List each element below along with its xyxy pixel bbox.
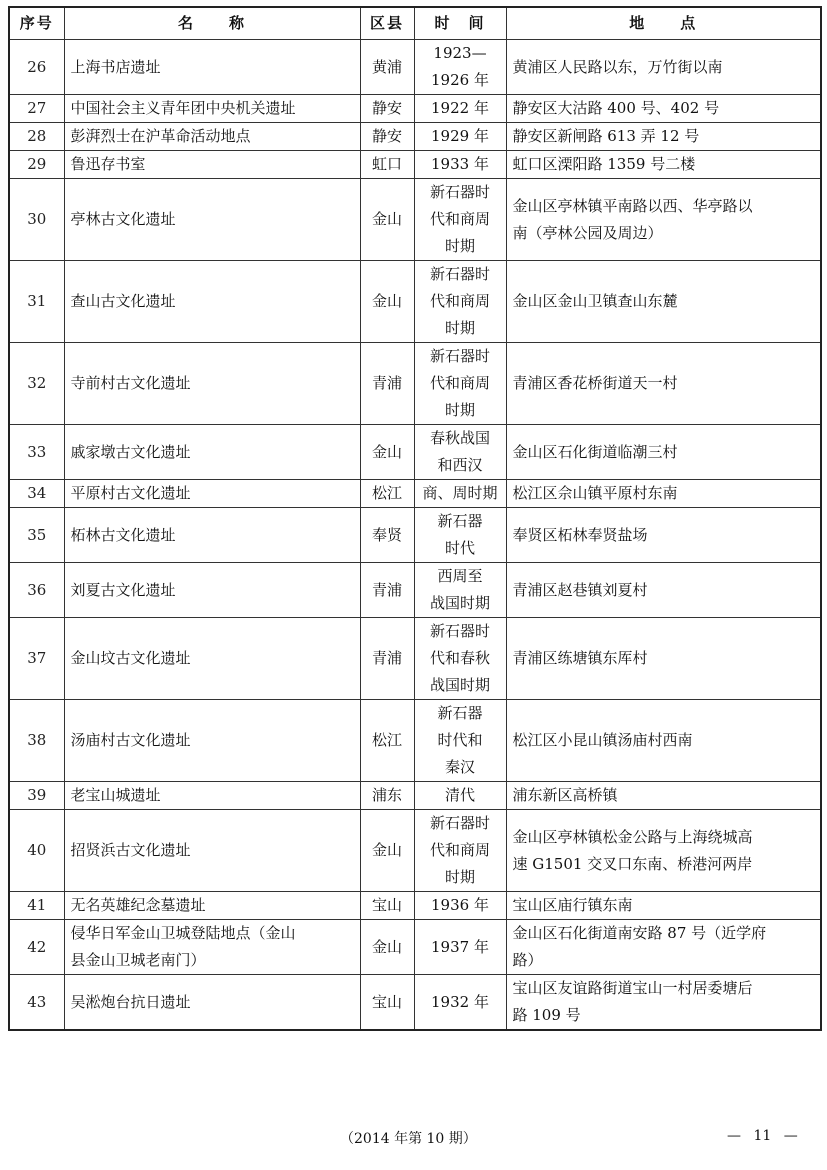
cell-place-line: 青浦区香花桥街道天一村 <box>512 374 678 392</box>
cell-time-line: 1932 年 <box>431 992 489 1011</box>
cell-place <box>506 123 821 151</box>
cell-time <box>414 261 506 343</box>
cell-name <box>64 975 360 1031</box>
cell-district: 虹口 <box>360 151 414 179</box>
cell-name-line: 吴淞炮台抗日遗址 <box>70 992 191 1011</box>
cell-place-line: 速 G1501 交叉口东南、桥港河两岸 <box>512 854 753 873</box>
cell-time-line: 时代和 <box>437 731 483 749</box>
cell-number: 31 <box>9 261 64 343</box>
cell-name <box>64 700 360 782</box>
cell-place <box>506 810 821 892</box>
cell-place-line: 松江区佘山镇平原村东南 <box>512 484 678 502</box>
cell-number: 29 <box>9 151 64 179</box>
cell-number: 42 <box>9 920 64 975</box>
cell-place <box>506 782 821 810</box>
cell-time <box>414 179 506 261</box>
cell-name <box>64 892 360 920</box>
cell-name <box>64 508 360 563</box>
table-row <box>9 508 821 563</box>
cell-number: 34 <box>9 480 64 508</box>
cell-time-line: 新石器 <box>437 512 483 530</box>
cell-time-line: 新石器时 <box>429 622 490 640</box>
cell-time <box>414 151 506 179</box>
cell-place <box>506 179 821 261</box>
table-row <box>9 920 821 975</box>
cell-time-line: 西周至 <box>437 567 483 585</box>
header-place: 地 点 <box>506 7 821 40</box>
cell-number: 27 <box>9 95 64 123</box>
cell-name-line: 上海书店遗址 <box>70 57 161 76</box>
cell-time-line: 秦汉 <box>444 758 475 776</box>
cell-number: 40 <box>9 810 64 892</box>
cell-place <box>506 700 821 782</box>
cell-place <box>506 425 821 480</box>
cell-time-line: 代和商周 <box>429 210 490 228</box>
cell-place <box>506 480 821 508</box>
cell-time-line: 和西汉 <box>437 456 483 474</box>
cell-time-line: 春秋战国 <box>429 429 490 447</box>
cell-time-line: 新石器时 <box>429 814 490 832</box>
cell-time <box>414 343 506 425</box>
cell-time-line: 战国时期 <box>429 676 490 694</box>
table-row <box>9 123 821 151</box>
cell-time-line: 1933 年 <box>431 155 489 173</box>
cell-place-line: 虹口区溧阳路 1359 号二楼 <box>512 155 696 173</box>
cell-district: 静安 <box>360 95 414 123</box>
cell-place-line: 金山区金山卫镇查山东麓 <box>512 292 678 310</box>
cell-time <box>414 700 506 782</box>
table-row <box>9 480 821 508</box>
cell-time-line: 1937 年 <box>431 937 489 956</box>
cell-name <box>64 40 360 95</box>
cell-time-line: 战国时期 <box>429 594 490 612</box>
cell-time <box>414 425 506 480</box>
table-row <box>9 261 821 343</box>
cell-time-line: 新石器时 <box>429 265 490 283</box>
cell-name <box>64 123 360 151</box>
cell-place-line: 金山区亭林镇平南路以西、华亭路以 <box>512 196 753 215</box>
page-footer <box>0 1128 827 1152</box>
cell-name <box>64 618 360 700</box>
cell-number: 26 <box>9 40 64 95</box>
cell-place <box>506 343 821 425</box>
cell-time-line: 时期 <box>444 868 475 886</box>
cell-district: 青浦 <box>360 563 414 618</box>
cell-time <box>414 480 506 508</box>
cell-time-line: 代和春秋 <box>429 649 490 667</box>
cell-place <box>506 975 821 1031</box>
table-row <box>9 95 821 123</box>
cell-name-line: 戚家墩古文化遗址 <box>70 442 191 461</box>
cell-place-line: 青浦区练塘镇东厍村 <box>512 649 648 667</box>
cell-name-line: 亭林古文化遗址 <box>70 210 176 228</box>
cell-place-line: 金山区亭林镇松金公路与上海绕城高 <box>512 827 753 846</box>
cell-time-line: 代和商周 <box>429 841 490 859</box>
cell-number: 35 <box>9 508 64 563</box>
cell-place-line: 南（亭林公园及周边） <box>512 223 663 242</box>
cell-name-line: 金山坟古文化遗址 <box>70 649 191 667</box>
cell-name <box>64 782 360 810</box>
cell-name <box>64 810 360 892</box>
cell-place-line: 路 109 号 <box>512 1006 581 1024</box>
cell-district: 奉贤 <box>360 508 414 563</box>
cell-district: 金山 <box>360 179 414 261</box>
cell-time <box>414 95 506 123</box>
cell-name-line: 平原村古文化遗址 <box>70 484 191 502</box>
table-row <box>9 343 821 425</box>
cell-time <box>414 782 506 810</box>
cell-name-line: 老宝山城遗址 <box>70 786 161 804</box>
cell-district: 金山 <box>360 261 414 343</box>
cell-name <box>64 95 360 123</box>
table-row <box>9 40 821 95</box>
cell-time-line: 1923— <box>433 44 487 62</box>
cell-time <box>414 975 506 1031</box>
cell-name-line: 鲁迅存书室 <box>70 155 146 173</box>
cell-district: 宝山 <box>360 975 414 1031</box>
cell-name <box>64 563 360 618</box>
cell-time-line: 新石器时 <box>429 183 490 201</box>
cell-time-line: 清代 <box>444 786 475 804</box>
table-row <box>9 782 821 810</box>
cell-name-line: 查山古文化遗址 <box>70 292 176 310</box>
cell-name-line: 招贤浜古文化遗址 <box>70 841 191 859</box>
table-row <box>9 179 821 261</box>
cell-name <box>64 425 360 480</box>
cell-name <box>64 343 360 425</box>
cell-number: 36 <box>9 563 64 618</box>
cell-place-line: 奉贤区柘林奉贤盐场 <box>512 525 648 544</box>
cell-district: 金山 <box>360 810 414 892</box>
table-row <box>9 975 821 1031</box>
cell-number: 30 <box>9 179 64 261</box>
cell-district: 松江 <box>360 480 414 508</box>
cell-name-line: 侵华日军金山卫城登陆地点（金山 <box>70 924 296 942</box>
cell-number: 38 <box>9 700 64 782</box>
cell-place <box>506 40 821 95</box>
cell-name <box>64 920 360 975</box>
cell-time-line: 1926 年 <box>431 71 489 89</box>
header-row <box>9 7 821 40</box>
cell-time-line: 新石器 <box>437 704 483 722</box>
cell-time-line: 1922 年 <box>431 99 489 117</box>
cell-time <box>414 40 506 95</box>
heritage-sites-table <box>8 6 822 1031</box>
cell-number: 33 <box>9 425 64 480</box>
cell-time-line: 时代 <box>444 539 475 557</box>
cell-place <box>506 563 821 618</box>
cell-time-line: 时期 <box>444 319 475 337</box>
cell-name-line: 县金山卫城老南门） <box>70 951 206 969</box>
cell-district: 宝山 <box>360 892 414 920</box>
cell-time-line: 时期 <box>444 237 475 255</box>
cell-name <box>64 480 360 508</box>
header-number: 序号 <box>9 7 64 40</box>
cell-time <box>414 563 506 618</box>
cell-place-line: 宝山区庙行镇东南 <box>512 896 633 914</box>
table-row <box>9 425 821 480</box>
cell-district: 金山 <box>360 425 414 480</box>
header-district: 区县 <box>360 7 414 40</box>
cell-name-line: 彭湃烈士在沪革命活动地点 <box>70 127 251 145</box>
cell-place-line: 松江区小昆山镇汤庙村西南 <box>512 731 693 749</box>
cell-name-line: 寺前村古文化遗址 <box>70 374 191 392</box>
cell-time-line: 商、周时期 <box>422 484 498 502</box>
cell-time <box>414 920 506 975</box>
cell-name-line: 刘夏古文化遗址 <box>70 580 176 599</box>
cell-place <box>506 261 821 343</box>
cell-time <box>414 618 506 700</box>
cell-place-line: 浦东新区高桥镇 <box>512 786 618 804</box>
cell-place <box>506 618 821 700</box>
table-header <box>9 7 821 40</box>
cell-place <box>506 920 821 975</box>
header-name: 名 称 <box>64 7 360 40</box>
cell-place-line: 静安区大沽路 400 号、402 号 <box>512 99 720 117</box>
cell-time <box>414 810 506 892</box>
cell-place-line: 路） <box>512 951 543 969</box>
table-row <box>9 810 821 892</box>
cell-place-line: 金山区石化街道临潮三村 <box>512 442 678 461</box>
cell-district: 松江 <box>360 700 414 782</box>
table-row <box>9 151 821 179</box>
cell-number: 43 <box>9 975 64 1031</box>
cell-number: 41 <box>9 892 64 920</box>
cell-number: 28 <box>9 123 64 151</box>
cell-place-line: 金山区石化街道南安路 87 号（近学府 <box>512 924 767 942</box>
cell-name-line: 无名英雄纪念墓遗址 <box>70 896 206 914</box>
cell-time <box>414 892 506 920</box>
cell-place <box>506 508 821 563</box>
cell-district: 黄浦 <box>360 40 414 95</box>
cell-name <box>64 179 360 261</box>
cell-place-line: 青浦区赵巷镇刘夏村 <box>512 580 648 599</box>
header-time: 时 间 <box>414 7 506 40</box>
table-row <box>9 892 821 920</box>
cell-number: 37 <box>9 618 64 700</box>
cell-name <box>64 151 360 179</box>
cell-name-line: 柘林古文化遗址 <box>70 525 176 544</box>
cell-place <box>506 95 821 123</box>
cell-time-line: 1936 年 <box>431 896 489 914</box>
table-row <box>9 563 821 618</box>
cell-place-line: 宝山区友谊路街道宝山一村居委塘后 <box>512 979 753 997</box>
cell-place <box>506 151 821 179</box>
cell-district: 青浦 <box>360 618 414 700</box>
cell-time-line: 新石器时 <box>429 347 490 365</box>
table-row <box>9 618 821 700</box>
cell-name-line: 汤庙村古文化遗址 <box>70 731 191 749</box>
table-row <box>9 700 821 782</box>
cell-time <box>414 508 506 563</box>
issue-label: （2014 年第 10 期） <box>340 1131 477 1147</box>
cell-district: 金山 <box>360 920 414 975</box>
cell-place-line: 静安区新闸路 613 弄 12 号 <box>512 127 700 145</box>
cell-name-line: 中国社会主义青年团中央机关遗址 <box>70 99 296 117</box>
cell-time-line: 时期 <box>444 401 475 419</box>
cell-district: 青浦 <box>360 343 414 425</box>
page-number: — 11 — <box>727 1128 798 1144</box>
cell-time-line: 1929 年 <box>431 127 489 145</box>
cell-time-line: 代和商周 <box>429 374 490 392</box>
cell-district: 静安 <box>360 123 414 151</box>
cell-number: 39 <box>9 782 64 810</box>
table-body <box>9 40 821 1031</box>
cell-place-line: 黄浦区人民路以东，万竹街以南 <box>512 57 723 76</box>
cell-number: 32 <box>9 343 64 425</box>
cell-time-line: 代和商周 <box>429 292 490 310</box>
cell-place <box>506 892 821 920</box>
cell-name <box>64 261 360 343</box>
cell-district: 浦东 <box>360 782 414 810</box>
cell-time <box>414 123 506 151</box>
